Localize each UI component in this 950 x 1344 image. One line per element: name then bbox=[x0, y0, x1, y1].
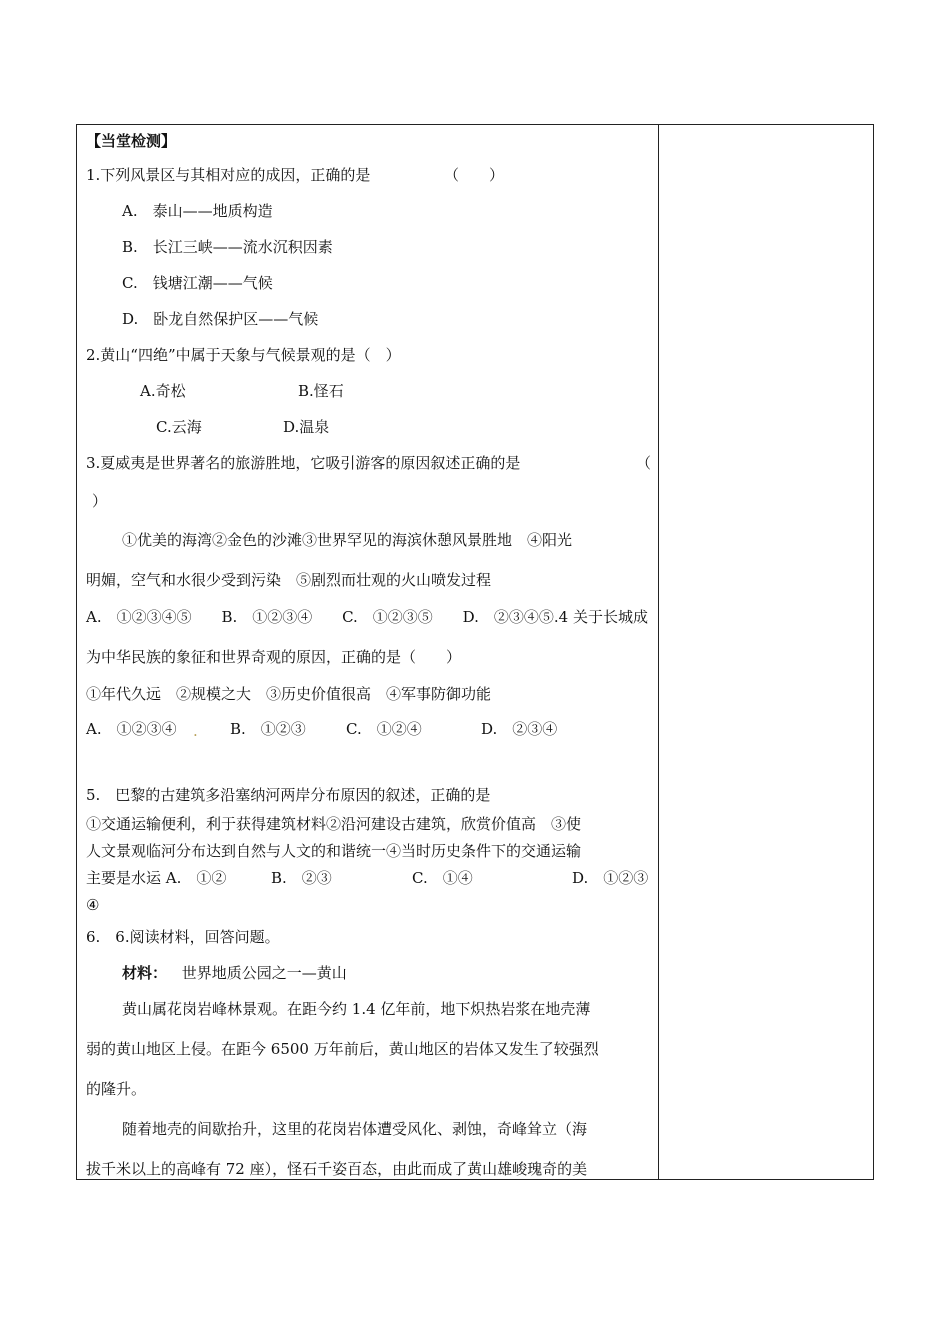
q1-stem: 1.下列风景区与其相对应的成因，正确的是 bbox=[86, 166, 371, 184]
q6-p2-line1: 随着地壳的间歇抬升，这里的花岗岩体遭受风化、剥蚀，奇峰耸立（海 bbox=[122, 1120, 588, 1138]
q2-option-b: B.怪石 bbox=[298, 382, 344, 400]
q6-material-title: 世界地质公园之一—黄山 bbox=[181, 964, 347, 982]
q1-option-c: C. 钱塘江潮——气候 bbox=[122, 274, 273, 292]
q3-option-d: D. ②③④⑤.4 关于长城成 bbox=[462, 608, 648, 626]
stray-dot-mark: . bbox=[193, 722, 198, 740]
q4-stem: 为中华民族的象征和世界奇观的原因，正确的是（ ） bbox=[86, 648, 462, 666]
q2-option-d: D.温泉 bbox=[283, 418, 330, 436]
q3-options-row bbox=[86, 607, 648, 627]
q4-option-a: A. ①②③④ bbox=[86, 720, 177, 738]
q5-line1: ①交通运输便利，利于获得建筑材料②沿河建设古建筑，欣赏价值高 ③使 bbox=[86, 815, 582, 833]
q5-option-b: B. ②③ bbox=[271, 869, 332, 887]
q2-option-c: C.云海 bbox=[156, 418, 202, 436]
column-divider bbox=[658, 124, 659, 1180]
q6-material-heading bbox=[122, 963, 347, 983]
q2-option-a: A.奇松 bbox=[140, 382, 186, 400]
q6-material-label: 材料： bbox=[122, 964, 168, 982]
q6-p1-line3: 的隆升。 bbox=[86, 1080, 147, 1098]
q3-option-a: A. ①②③④⑤ bbox=[86, 608, 192, 626]
q6-p2-line2: 拔千米以上的高峰有 72 座），怪石千姿百态，由此而成了黄山雄峻瑰奇的美 bbox=[86, 1160, 588, 1178]
q4-option-b: B. ①②③ bbox=[230, 720, 306, 738]
section-title: 【当堂检测】 bbox=[86, 132, 177, 150]
q1-option-b: B. 长江三峡——流水沉积因素 bbox=[122, 238, 333, 256]
q4-items: ①年代久远 ②规模之大 ③历史价值很高 ④军事防御功能 bbox=[86, 685, 492, 703]
q3-option-c: C. ①②③⑤ bbox=[342, 608, 433, 626]
q6-p1-line1: 黄山属花岗岩峰林景观。在距今约 1.4 亿年前，地下炽热岩浆在地壳薄 bbox=[122, 1000, 591, 1018]
q1-option-d: D. 卧龙自然保护区——气候 bbox=[122, 310, 319, 328]
q3-paren-open: （ bbox=[636, 454, 652, 472]
q3-items-line2: 明媚，空气和水很少受到污染 ⑤剧烈而壮观的火山喷发过程 bbox=[86, 571, 492, 589]
q5-stem: 5. 巴黎的古建筑多沿塞纳河两岸分布原因的叙述，正确的是 bbox=[86, 786, 491, 804]
q1-blank: （ ） bbox=[444, 166, 505, 184]
q5-line2: 人文景观临河分布达到自然与人文的和谐统一④当时历史条件下的交通运输 bbox=[86, 842, 582, 860]
q3-stem: 3.夏威夷是世界著名的旅游胜地，它吸引游客的原因叙述正确的是 bbox=[86, 454, 521, 472]
q1-option-a: A. 泰山——地质构造 bbox=[122, 202, 273, 220]
q5-option-c: C. ①④ bbox=[412, 869, 473, 887]
q6-p1-line2: 弱的黄山地区上侵。在距今 6500 万年前后，黄山地区的岩体又发生了较强烈 bbox=[86, 1040, 599, 1058]
q4-option-c: C. ①②④ bbox=[346, 720, 422, 738]
q3-paren-close: ） bbox=[92, 492, 108, 510]
q5-option-d: D. ①②③ bbox=[572, 869, 649, 887]
q2-stem: 2.黄山“四绝”中属于天象与气候景观的是（ ） bbox=[86, 346, 401, 364]
q6-stem: 6. 6.阅读材料，回答问题。 bbox=[86, 928, 280, 946]
q5-line4: ④ bbox=[86, 896, 100, 914]
q3-items-line1: ①优美的海湾②金色的沙滩③世界罕见的海滨休憩风景胜地 ④阳光 bbox=[122, 531, 573, 549]
q3-option-b: B. ①②③④ bbox=[221, 608, 313, 626]
q4-option-d: D. ②③④ bbox=[481, 720, 558, 738]
q5-line3-prefix: 主要是水运 A. ①② bbox=[86, 869, 227, 887]
